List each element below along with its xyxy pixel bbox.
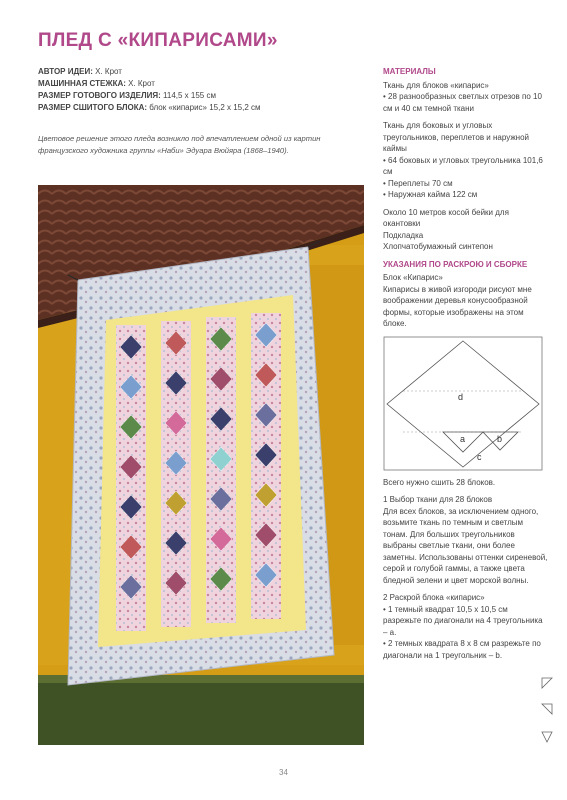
step2-title: 2 Раскрой блока «кипарис» <box>383 593 485 602</box>
step1-text: Для всех блоков, за исключением одного, возьмите ткань по темным и светлым тонам. Для больших треугольников выбраны светлые ткани, они более заметны. Использованы оттенки сиреневой, серой и голубой гаммы, а также цвета бледной зелени и цвет морской волны. <box>383 506 548 585</box>
credits-block <box>38 66 368 114</box>
side-item: • Переплеты 70 см <box>383 178 453 188</box>
credit-value: Х. Крот <box>92 67 122 76</box>
credit-value: блок «кипарис» 15,2 х 15,2 см <box>147 103 261 112</box>
block-fabric-text: • 28 разнообразных светлых отрезов по 10 см и 40 см темной ткани <box>383 92 542 113</box>
block-fabric-title: Ткань для блоков «кипарис» <box>383 80 489 90</box>
materials-extra <box>383 207 548 253</box>
label-c: c <box>477 451 482 462</box>
quilt-photo-illustration <box>38 185 364 745</box>
step2-line: • 2 темных квадрата 8 х 8 см разрежьте по диагонали на 1 треугольник – b. <box>383 639 541 660</box>
side-item: • Наружная кайма 122 см <box>383 190 478 199</box>
block-diagram <box>383 336 543 471</box>
label-d: d <box>458 391 464 402</box>
block-title: Блок «Кипарис» <box>383 273 443 282</box>
margin-triangle-icons <box>540 676 556 746</box>
credit-line <box>38 78 368 90</box>
credit-key: АВТОР ИДЕИ: <box>38 67 93 76</box>
credit-value: Х. Крот <box>125 79 155 88</box>
binding-text: Около 10 метров косой бейки для окантовки <box>383 207 509 228</box>
credit-key: РАЗМЕР ГОТОВОГО ИЗДЕЛИЯ: <box>38 91 161 100</box>
credit-line <box>38 90 368 102</box>
label-b: b <box>497 433 503 444</box>
materials-block-fabric <box>383 80 548 115</box>
materials-header: МАТЕРИАЛЫ <box>383 67 436 76</box>
quilt-photo <box>38 185 364 745</box>
intro-text: Цветовое решение этого пледа возникло под впечатлением одной из картин французского художника группы «Наби» Эдуара Вюйяра (1868–1940). <box>38 134 321 155</box>
diagram-diamond <box>387 341 539 467</box>
side-fabric-title: Ткань для боковых и угловых треугольников, переплетов и наружной каймы <box>383 121 529 153</box>
batting-text: Хлопчатобумажный синтепон <box>383 242 493 251</box>
credit-value: 114,5 х 155 см <box>160 91 216 100</box>
side-item: • 64 боковых и угловых треугольника 101,6 см <box>383 155 543 176</box>
page-number: 34 <box>279 768 288 777</box>
right-column <box>383 66 548 661</box>
block-description: Кипарисы в живой изгороди рисуют мне воображении деревья конусообразной формы, которые изображены на этом блоке. <box>383 284 532 328</box>
margin-glyphs <box>540 676 556 751</box>
step2-line: • 1 темный квадрат 10,5 х 10,5 см разрежьте по диагонали на 4 треугольника – а. <box>383 604 543 637</box>
credit-line <box>38 102 368 114</box>
step1-title: 1 Выбор ткани для 28 блоков <box>383 495 493 504</box>
label-a: a <box>460 433 466 444</box>
page-title: ПЛЕД С «КИПАРИСАМИ» <box>38 30 278 51</box>
total-blocks: Всего нужно сшить 28 блоков. <box>383 477 496 487</box>
diagram-frame <box>384 337 542 470</box>
credit-line <box>38 66 368 78</box>
credit-key: РАЗМЕР СШИТОГО БЛОКА: <box>38 103 148 112</box>
credit-key: МАШИННАЯ СТЕЖКА: <box>38 79 126 88</box>
materials-side-fabric <box>383 120 548 201</box>
instructions-header: УКАЗАНИЯ ПО РАСКРОЮ И СБОРКЕ <box>383 259 528 269</box>
lining-text: Подкладка <box>383 230 424 240</box>
